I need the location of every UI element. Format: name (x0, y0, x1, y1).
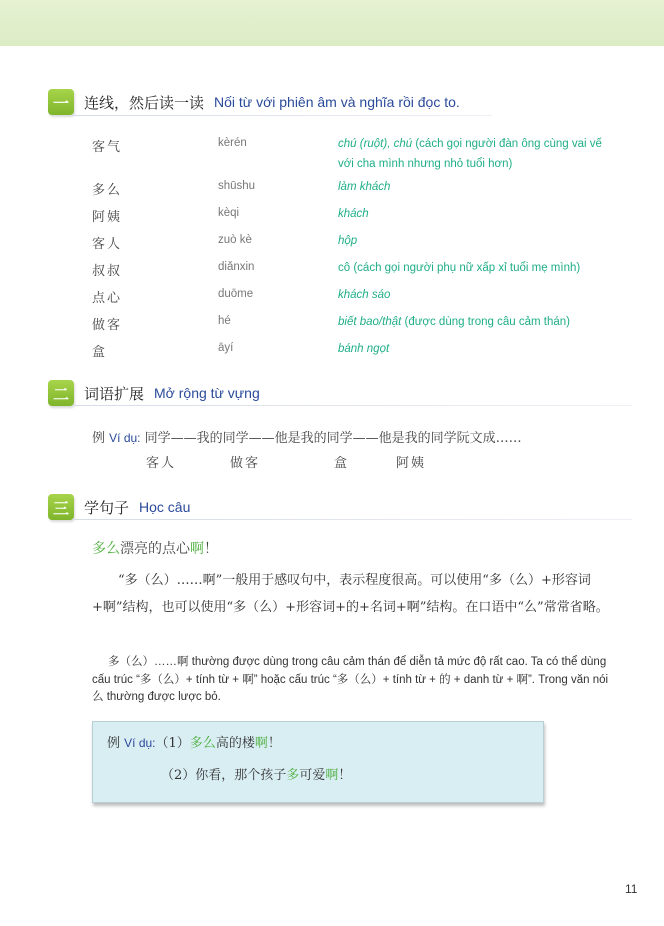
word-meaning: bánh ngọt (338, 343, 390, 355)
word-meaning: khách (338, 208, 369, 220)
example-chain: 例 Ví dụ: 同学——我的同学——他是我的同学——他是我的同学阮文成…… (92, 431, 522, 446)
word-cn: 阿姨 (92, 210, 123, 225)
word-meaning: khách sáo (338, 289, 391, 301)
example-2: （2）你看，那个孩子多可爱啊！ (161, 768, 352, 783)
word-cn: 盒 (92, 345, 108, 360)
word-pinyin: zuò kè (218, 234, 252, 246)
section1-badge: 一 (48, 89, 74, 115)
word-cn: 点心 (92, 291, 123, 306)
word-pinyin: duōme (218, 288, 254, 300)
word-pinyin: kèrén (218, 137, 247, 149)
section2-badge: 二 (48, 380, 74, 406)
page-header-band (0, 0, 664, 46)
section2-title-vn: Mở rộng từ vựng (154, 385, 260, 401)
word-meaning: làm khách (338, 181, 391, 193)
word-pinyin: kèqi (218, 207, 240, 219)
key-sentence: 多么漂亮的点心啊！ (92, 541, 218, 557)
section2-title-cn: 词语扩展 (84, 384, 145, 403)
expansion-word: 阿姨 (396, 456, 427, 471)
section3-badge: 三 (48, 494, 74, 520)
section1-title-cn: 连线，然后读一读 (84, 93, 205, 112)
section1-title-vn: Nối từ với phiên âm và nghĩa rồi đọc to. (214, 94, 460, 110)
word-pinyin: hé (218, 315, 231, 327)
word-cn: 客气 (92, 140, 123, 155)
word-cn: 多么 (92, 183, 123, 198)
section1-underline (72, 115, 492, 116)
example-1: 例 Ví dụ:（1）多么高的楼啊！ (107, 736, 281, 751)
section1-header (48, 89, 460, 115)
example-box (92, 721, 544, 803)
word-meaning: biết bao/thật (được dùng trong câu cảm thán) (338, 316, 570, 328)
word-meaning: chú (ruột), chú (cách gọi người đàn ông cùng vai vế với cha mình nhưng nhỏ tuổi hơn) (338, 138, 602, 170)
section3-underline (72, 519, 632, 520)
word-meaning: hộp (338, 235, 358, 247)
word-cn: 做客 (92, 318, 123, 333)
section3-title-vn: Học câu (139, 499, 191, 515)
page-number: 11 (625, 882, 638, 896)
word-pinyin: shūshu (218, 180, 256, 192)
word-pinyin: diǎnxin (218, 261, 255, 273)
expansion-word: 做客 (230, 456, 261, 471)
word-pinyin: āyí (218, 342, 234, 354)
expansion-word: 盒 (334, 456, 348, 471)
word-meaning: cô (cách gọi người phụ nữ xấp xỉ tuổi mẹ mình) (338, 262, 581, 274)
word-cn: 叔叔 (92, 264, 123, 279)
expansion-word: 客人 (146, 456, 177, 471)
section2-underline (72, 405, 632, 406)
section2-header (48, 380, 260, 406)
grammar-explanation-cn: “多（么）……啊”一般用于感叹句中，表示程度很高。可以使用“多（么）+形容词+啊”结构，也可以使用“多（么）+形容词+的+名词+啊”结构。在口语中“么”常常省略。 (92, 573, 609, 615)
grammar-explanation-vn: 多（么）……啊 thường được dùng trong câu cảm thán để diễn tả mức độ rất cao. Ta có thể dùng cấu trúc “多（么）+ tính từ + 啊” hoặc cấu trúc “多（么）+ tính từ + 的 + danh từ + 啊”. Trong văn nói 么 thường được lược bỏ. (92, 656, 609, 703)
word-cn: 客人 (92, 237, 123, 252)
section3-header (48, 494, 190, 520)
section3-title-cn: 学句子 (84, 498, 130, 517)
